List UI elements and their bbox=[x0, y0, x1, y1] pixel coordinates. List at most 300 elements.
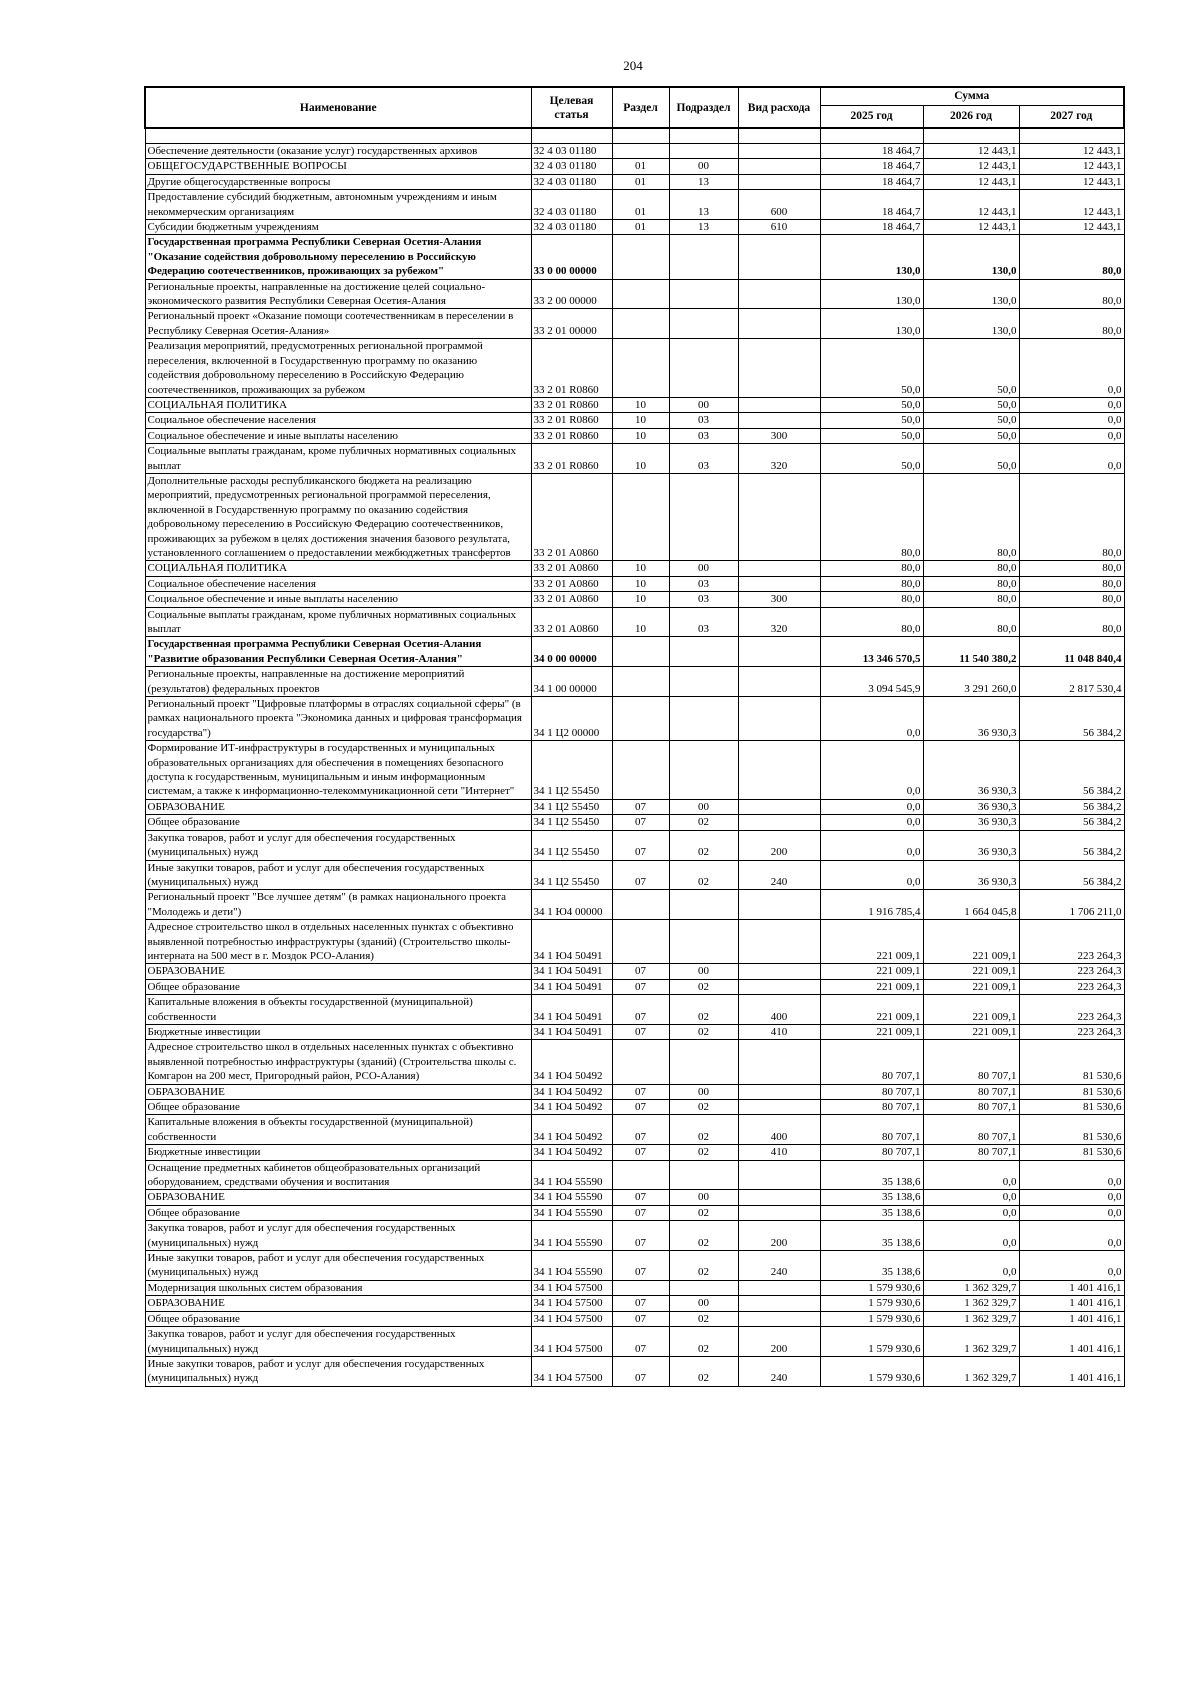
row-sum-2026: 1 362 329,7 bbox=[923, 1327, 1019, 1357]
row-subsection: 13 bbox=[669, 220, 738, 235]
row-sum-2027: 12 443,1 bbox=[1019, 159, 1124, 174]
row-section: 07 bbox=[612, 1084, 669, 1099]
header-subsection: Подраздел bbox=[669, 87, 738, 128]
row-subsection: 00 bbox=[669, 1296, 738, 1311]
table-row bbox=[145, 309, 1124, 339]
row-expense-type bbox=[738, 979, 820, 994]
row-sum-2026: 1 362 329,7 bbox=[923, 1296, 1019, 1311]
row-name: Формирование ИТ-инфраструктуры в государственных и муниципальных образовательных организациях для обеспечения в помещениях безопасного доступа к государственным, муниципальным и иным информационным системам, а также к информационно-телекоммуникационной сети "Интернет" bbox=[145, 741, 531, 800]
table-row bbox=[145, 979, 1124, 994]
row-subsection bbox=[669, 1040, 738, 1084]
row-sum-2027: 223 264,3 bbox=[1019, 964, 1124, 979]
row-sum-2027: 81 530,6 bbox=[1019, 1040, 1124, 1084]
row-subsection: 03 bbox=[669, 592, 738, 607]
row-sum-2027: 81 530,6 bbox=[1019, 1145, 1124, 1160]
row-expense-type bbox=[738, 1280, 820, 1295]
row-section: 10 bbox=[612, 397, 669, 412]
row-sum-2027: 0,0 bbox=[1019, 1221, 1124, 1251]
row-target-article: 34 1 Ю4 55590 bbox=[531, 1160, 612, 1190]
header-target-article: Целевая статья bbox=[531, 87, 612, 128]
row-target-article: 34 1 Ю4 55590 bbox=[531, 1205, 612, 1220]
row-subsection: 02 bbox=[669, 1115, 738, 1145]
table-row bbox=[145, 174, 1124, 189]
row-section: 07 bbox=[612, 1221, 669, 1251]
table-row bbox=[145, 576, 1124, 591]
row-sum-2027: 1 401 416,1 bbox=[1019, 1296, 1124, 1311]
row-section: 10 bbox=[612, 576, 669, 591]
row-target-article: 33 2 01 R0860 bbox=[531, 397, 612, 412]
row-subsection: 02 bbox=[669, 979, 738, 994]
row-sum-2026: 36 930,3 bbox=[923, 830, 1019, 860]
row-expense-type bbox=[738, 473, 820, 560]
table-row bbox=[145, 1084, 1124, 1099]
row-sum-2025: 1 579 930,6 bbox=[820, 1280, 923, 1295]
row-sum-2025: 18 464,7 bbox=[820, 159, 923, 174]
row-section: 01 bbox=[612, 190, 669, 220]
row-subsection bbox=[669, 741, 738, 800]
header-year-2026: 2026 год bbox=[923, 105, 1019, 128]
row-sum-2025: 130,0 bbox=[820, 279, 923, 309]
row-name: Общее образование bbox=[145, 815, 531, 830]
row-sum-2027: 80,0 bbox=[1019, 576, 1124, 591]
row-expense-type: 610 bbox=[738, 220, 820, 235]
row-section: 07 bbox=[612, 860, 669, 890]
row-sum-2027 bbox=[1019, 128, 1124, 144]
row-expense-type: 200 bbox=[738, 830, 820, 860]
row-name: Государственная программа Республики Северная Осетия-Алания "Развитие образования Республики Северная Осетия-Алания" bbox=[145, 637, 531, 667]
row-section bbox=[612, 235, 669, 279]
table-row bbox=[145, 815, 1124, 830]
row-sum-2027: 0,0 bbox=[1019, 1160, 1124, 1190]
row-section: 07 bbox=[612, 1296, 669, 1311]
row-subsection bbox=[669, 279, 738, 309]
row-sum-2026: 36 930,3 bbox=[923, 860, 1019, 890]
table-row bbox=[145, 561, 1124, 576]
row-subsection: 02 bbox=[669, 1221, 738, 1251]
row-section bbox=[612, 1040, 669, 1084]
row-section bbox=[612, 920, 669, 964]
row-sum-2027: 12 443,1 bbox=[1019, 144, 1124, 159]
row-name: Региональные проекты, направленные на достижение мероприятий (результатов) федеральных проектов bbox=[145, 667, 531, 697]
row-subsection bbox=[669, 339, 738, 398]
row-subsection: 00 bbox=[669, 561, 738, 576]
row-sum-2026: 130,0 bbox=[923, 279, 1019, 309]
budget-table bbox=[144, 86, 1125, 1387]
row-sum-2025: 50,0 bbox=[820, 428, 923, 443]
row-name: Субсидии бюджетным учреждениям bbox=[145, 220, 531, 235]
table-row bbox=[145, 190, 1124, 220]
row-sum-2026: 1 362 329,7 bbox=[923, 1280, 1019, 1295]
row-sum-2027: 56 384,2 bbox=[1019, 815, 1124, 830]
row-sum-2026: 12 443,1 bbox=[923, 220, 1019, 235]
row-sum-2025: 221 009,1 bbox=[820, 995, 923, 1025]
row-subsection bbox=[669, 697, 738, 741]
row-sum-2026 bbox=[923, 128, 1019, 144]
row-target-article: 32 4 03 01180 bbox=[531, 159, 612, 174]
row-expense-type: 200 bbox=[738, 1221, 820, 1251]
row-target-article: 34 1 Ю4 50492 bbox=[531, 1115, 612, 1145]
row-subsection: 03 bbox=[669, 576, 738, 591]
row-section: 10 bbox=[612, 607, 669, 637]
row-sum-2027: 81 530,6 bbox=[1019, 1084, 1124, 1099]
table-row bbox=[145, 667, 1124, 697]
row-sum-2025 bbox=[820, 128, 923, 144]
row-subsection bbox=[669, 309, 738, 339]
table-row bbox=[145, 1024, 1124, 1039]
row-expense-type bbox=[738, 667, 820, 697]
row-sum-2025: 50,0 bbox=[820, 397, 923, 412]
row-target-article: 32 4 03 01180 bbox=[531, 220, 612, 235]
row-subsection: 00 bbox=[669, 397, 738, 412]
row-sum-2025: 130,0 bbox=[820, 235, 923, 279]
row-sum-2025: 13 346 570,5 bbox=[820, 637, 923, 667]
row-name: Социальные выплаты гражданам, кроме публичных нормативных социальных выплат bbox=[145, 607, 531, 637]
row-section: 07 bbox=[612, 979, 669, 994]
row-sum-2027: 56 384,2 bbox=[1019, 830, 1124, 860]
table-row bbox=[145, 1221, 1124, 1251]
row-sum-2027: 2 817 530,4 bbox=[1019, 667, 1124, 697]
row-sum-2026: 1 362 329,7 bbox=[923, 1356, 1019, 1386]
table-row bbox=[145, 235, 1124, 279]
row-subsection bbox=[669, 637, 738, 667]
row-subsection bbox=[669, 144, 738, 159]
row-expense-type bbox=[738, 279, 820, 309]
row-target-article: 32 4 03 01180 bbox=[531, 174, 612, 189]
row-subsection: 02 bbox=[669, 860, 738, 890]
row-sum-2025: 1 579 930,6 bbox=[820, 1311, 923, 1326]
row-sum-2026: 11 540 380,2 bbox=[923, 637, 1019, 667]
row-sum-2026: 1 664 045,8 bbox=[923, 890, 1019, 920]
row-target-article: 34 1 Ц2 55450 bbox=[531, 860, 612, 890]
row-sum-2026: 12 443,1 bbox=[923, 144, 1019, 159]
row-sum-2025: 0,0 bbox=[820, 860, 923, 890]
table-row bbox=[145, 473, 1124, 560]
row-sum-2026: 50,0 bbox=[923, 428, 1019, 443]
table-row bbox=[145, 697, 1124, 741]
row-name bbox=[145, 128, 531, 144]
row-name: Социальное обеспечение населения bbox=[145, 413, 531, 428]
row-target-article: 33 2 01 A0860 bbox=[531, 576, 612, 591]
row-name: Капитальные вложения в объекты государственной (муниципальной) собственности bbox=[145, 1115, 531, 1145]
row-target-article: 33 2 01 A0860 bbox=[531, 607, 612, 637]
row-sum-2026: 80,0 bbox=[923, 607, 1019, 637]
row-sum-2025: 1 916 785,4 bbox=[820, 890, 923, 920]
row-expense-type: 320 bbox=[738, 444, 820, 474]
row-sum-2026: 80,0 bbox=[923, 592, 1019, 607]
row-sum-2026: 0,0 bbox=[923, 1190, 1019, 1205]
row-sum-2027: 223 264,3 bbox=[1019, 979, 1124, 994]
table-row bbox=[145, 799, 1124, 814]
row-name: Адресное строительство школ в отдельных населенных пунктах с объективно выявленной потребностью инфраструктуры (зданий) (Строительства школы с. Комгарон на 200 мест, Пригородный район, РСО-Алания) bbox=[145, 1040, 531, 1084]
row-section: 07 bbox=[612, 799, 669, 814]
row-sum-2025: 80,0 bbox=[820, 473, 923, 560]
row-sum-2027: 0,0 bbox=[1019, 413, 1124, 428]
table-row bbox=[145, 860, 1124, 890]
row-name: Региональный проект "Цифровые платформы в отраслях социальной сферы" (в рамках национального проекта "Экономика данных и цифровая трансформация государства") bbox=[145, 697, 531, 741]
row-target-article: 34 1 Ю4 55590 bbox=[531, 1251, 612, 1281]
row-name: СОЦИАЛЬНАЯ ПОЛИТИКА bbox=[145, 561, 531, 576]
row-sum-2025: 18 464,7 bbox=[820, 190, 923, 220]
row-target-article: 34 1 Ц2 55450 bbox=[531, 741, 612, 800]
row-section bbox=[612, 890, 669, 920]
row-expense-type bbox=[738, 890, 820, 920]
row-sum-2025: 221 009,1 bbox=[820, 1024, 923, 1039]
row-target-article: 33 2 01 A0860 bbox=[531, 592, 612, 607]
row-subsection: 02 bbox=[669, 1327, 738, 1357]
row-sum-2027: 0,0 bbox=[1019, 339, 1124, 398]
row-sum-2025: 80,0 bbox=[820, 592, 923, 607]
row-expense-type bbox=[738, 1084, 820, 1099]
row-sum-2025: 35 138,6 bbox=[820, 1221, 923, 1251]
row-sum-2027: 0,0 bbox=[1019, 1190, 1124, 1205]
row-expense-type bbox=[738, 697, 820, 741]
row-name: Реализация мероприятий, предусмотренных региональной программой переселения, включенной в Государственную программу по оказанию содействия добровольному переселению в Российскую Федерацию соотечественников, проживающих за рубежом bbox=[145, 339, 531, 398]
table-row bbox=[145, 1145, 1124, 1160]
row-name: Общее образование bbox=[145, 1205, 531, 1220]
row-sum-2026: 50,0 bbox=[923, 397, 1019, 412]
row-sum-2025: 0,0 bbox=[820, 697, 923, 741]
row-section: 07 bbox=[612, 1356, 669, 1386]
row-sum-2025: 50,0 bbox=[820, 444, 923, 474]
row-name: Региональные проекты, направленные на достижение целей социально-экономического развития Республики Северная Осетия-Алания bbox=[145, 279, 531, 309]
row-expense-type: 300 bbox=[738, 592, 820, 607]
row-expense-type bbox=[738, 339, 820, 398]
row-section bbox=[612, 144, 669, 159]
row-name: Государственная программа Республики Северная Осетия-Алания "Оказание содействия добровольному переселению в Российскую Федерацию соотечественников, проживающих за рубежом" bbox=[145, 235, 531, 279]
row-target-article: 34 1 Ю4 50491 bbox=[531, 979, 612, 994]
row-target-article: 34 1 Ю4 50491 bbox=[531, 920, 612, 964]
row-sum-2027: 11 048 840,4 bbox=[1019, 637, 1124, 667]
row-subsection: 02 bbox=[669, 830, 738, 860]
row-name: Модернизация школьных систем образования bbox=[145, 1280, 531, 1295]
row-subsection bbox=[669, 473, 738, 560]
row-sum-2027: 80,0 bbox=[1019, 561, 1124, 576]
row-subsection bbox=[669, 1160, 738, 1190]
row-target-article: 33 2 01 R0860 bbox=[531, 413, 612, 428]
row-target-article: 34 1 Ю4 50492 bbox=[531, 1040, 612, 1084]
row-sum-2026: 80 707,1 bbox=[923, 1115, 1019, 1145]
header-section: Раздел bbox=[612, 87, 669, 128]
row-sum-2027: 56 384,2 bbox=[1019, 697, 1124, 741]
row-section: 07 bbox=[612, 1145, 669, 1160]
row-sum-2025: 80 707,1 bbox=[820, 1084, 923, 1099]
table-row bbox=[145, 890, 1124, 920]
row-sum-2026: 130,0 bbox=[923, 309, 1019, 339]
row-sum-2026: 80 707,1 bbox=[923, 1100, 1019, 1115]
row-sum-2027: 223 264,3 bbox=[1019, 995, 1124, 1025]
row-name: Иные закупки товаров, работ и услуг для обеспечения государственных (муниципальных) нужд bbox=[145, 860, 531, 890]
row-expense-type bbox=[738, 1311, 820, 1326]
row-name: Оснащение предметных кабинетов общеобразовательных организаций оборудованием, средствами обучения и воспитания bbox=[145, 1160, 531, 1190]
table-row bbox=[145, 637, 1124, 667]
row-sum-2027: 81 530,6 bbox=[1019, 1115, 1124, 1145]
row-subsection bbox=[669, 667, 738, 697]
row-expense-type bbox=[738, 174, 820, 189]
row-sum-2027: 80,0 bbox=[1019, 279, 1124, 309]
row-sum-2025: 35 138,6 bbox=[820, 1190, 923, 1205]
row-sum-2027: 223 264,3 bbox=[1019, 1024, 1124, 1039]
row-name: Бюджетные инвестиции bbox=[145, 1024, 531, 1039]
row-target-article: 34 1 Ю4 50491 bbox=[531, 964, 612, 979]
row-name: ОБРАЗОВАНИЕ bbox=[145, 1084, 531, 1099]
row-sum-2025: 0,0 bbox=[820, 799, 923, 814]
row-name: Общее образование bbox=[145, 1100, 531, 1115]
row-sum-2025: 50,0 bbox=[820, 339, 923, 398]
row-expense-type bbox=[738, 576, 820, 591]
row-sum-2026: 0,0 bbox=[923, 1205, 1019, 1220]
row-subsection: 00 bbox=[669, 799, 738, 814]
row-sum-2027: 0,0 bbox=[1019, 397, 1124, 412]
table-row bbox=[145, 1327, 1124, 1357]
table-row bbox=[145, 413, 1124, 428]
row-sum-2025: 80,0 bbox=[820, 607, 923, 637]
table-row bbox=[145, 1115, 1124, 1145]
row-section: 07 bbox=[612, 815, 669, 830]
row-sum-2026: 80,0 bbox=[923, 561, 1019, 576]
row-section: 07 bbox=[612, 1327, 669, 1357]
row-target-article: 34 1 Ц2 55450 bbox=[531, 830, 612, 860]
row-sum-2027: 1 401 416,1 bbox=[1019, 1356, 1124, 1386]
row-expense-type: 410 bbox=[738, 1024, 820, 1039]
table-row bbox=[145, 1356, 1124, 1386]
row-subsection: 00 bbox=[669, 1190, 738, 1205]
row-sum-2026: 3 291 260,0 bbox=[923, 667, 1019, 697]
row-sum-2027: 80,0 bbox=[1019, 235, 1124, 279]
row-sum-2026: 221 009,1 bbox=[923, 1024, 1019, 1039]
row-section: 07 bbox=[612, 1115, 669, 1145]
row-subsection bbox=[669, 920, 738, 964]
row-expense-type: 200 bbox=[738, 1327, 820, 1357]
row-name: Другие общегосударственные вопросы bbox=[145, 174, 531, 189]
row-sum-2027: 12 443,1 bbox=[1019, 174, 1124, 189]
row-target-article: 34 0 00 00000 bbox=[531, 637, 612, 667]
table-row bbox=[145, 1160, 1124, 1190]
row-section: 01 bbox=[612, 174, 669, 189]
row-target-article: 34 1 Ю4 00000 bbox=[531, 890, 612, 920]
row-section: 07 bbox=[612, 1190, 669, 1205]
row-subsection: 02 bbox=[669, 1024, 738, 1039]
row-target-article: 34 1 Ю4 50491 bbox=[531, 1024, 612, 1039]
table-row bbox=[145, 428, 1124, 443]
row-sum-2025: 50,0 bbox=[820, 413, 923, 428]
row-section bbox=[612, 339, 669, 398]
row-sum-2026: 12 443,1 bbox=[923, 174, 1019, 189]
row-section bbox=[612, 667, 669, 697]
row-subsection: 02 bbox=[669, 1145, 738, 1160]
row-sum-2026: 36 930,3 bbox=[923, 741, 1019, 800]
row-sum-2026: 12 443,1 bbox=[923, 159, 1019, 174]
row-expense-type bbox=[738, 561, 820, 576]
row-sum-2026: 36 930,3 bbox=[923, 799, 1019, 814]
row-section bbox=[612, 637, 669, 667]
row-expense-type bbox=[738, 799, 820, 814]
row-section: 07 bbox=[612, 1311, 669, 1326]
row-target-article: 34 1 Ю4 57500 bbox=[531, 1327, 612, 1357]
table-row bbox=[145, 741, 1124, 800]
row-expense-type: 240 bbox=[738, 860, 820, 890]
row-expense-type bbox=[738, 397, 820, 412]
row-section: 07 bbox=[612, 830, 669, 860]
row-name: ОБРАЗОВАНИЕ bbox=[145, 1296, 531, 1311]
row-name: ОБРАЗОВАНИЕ bbox=[145, 964, 531, 979]
row-expense-type bbox=[738, 815, 820, 830]
row-subsection: 03 bbox=[669, 428, 738, 443]
header-sum: Сумма bbox=[820, 87, 1124, 105]
row-sum-2027: 1 401 416,1 bbox=[1019, 1311, 1124, 1326]
table-row bbox=[145, 995, 1124, 1025]
row-target-article: 33 2 01 A0860 bbox=[531, 561, 612, 576]
row-target-article: 34 1 Ю4 57500 bbox=[531, 1311, 612, 1326]
row-sum-2027: 80,0 bbox=[1019, 592, 1124, 607]
row-section: 10 bbox=[612, 444, 669, 474]
row-name: Предоставление субсидий бюджетным, автономным учреждениям и иным некоммерческим организациям bbox=[145, 190, 531, 220]
row-subsection: 00 bbox=[669, 1084, 738, 1099]
table-row bbox=[145, 397, 1124, 412]
row-expense-type: 240 bbox=[738, 1251, 820, 1281]
row-name: ОБРАЗОВАНИЕ bbox=[145, 1190, 531, 1205]
row-sum-2027: 12 443,1 bbox=[1019, 220, 1124, 235]
table-header bbox=[145, 87, 1124, 128]
header-name: Наименование bbox=[145, 87, 531, 128]
row-expense-type bbox=[738, 1205, 820, 1220]
table-row bbox=[145, 964, 1124, 979]
row-sum-2027: 1 401 416,1 bbox=[1019, 1280, 1124, 1295]
table-row bbox=[145, 607, 1124, 637]
row-subsection bbox=[669, 128, 738, 144]
row-name: Региональный проект «Оказание помощи соотечественникам в переселении в Республику Северная Осетия-Алания» bbox=[145, 309, 531, 339]
row-subsection: 13 bbox=[669, 174, 738, 189]
row-section bbox=[612, 128, 669, 144]
row-expense-type bbox=[738, 1100, 820, 1115]
row-target-article: 33 2 01 R0860 bbox=[531, 339, 612, 398]
table-row bbox=[145, 1311, 1124, 1326]
row-expense-type bbox=[738, 1040, 820, 1084]
row-name: Бюджетные инвестиции bbox=[145, 1145, 531, 1160]
row-expense-type bbox=[738, 144, 820, 159]
row-sum-2025: 3 094 545,9 bbox=[820, 667, 923, 697]
row-sum-2026: 80,0 bbox=[923, 576, 1019, 591]
row-subsection bbox=[669, 890, 738, 920]
row-subsection: 02 bbox=[669, 1251, 738, 1281]
row-subsection: 13 bbox=[669, 190, 738, 220]
row-expense-type bbox=[738, 920, 820, 964]
row-sum-2027: 1 706 211,0 bbox=[1019, 890, 1124, 920]
row-name: ОБЩЕГОСУДАРСТВЕННЫЕ ВОПРОСЫ bbox=[145, 159, 531, 174]
row-sum-2025: 80 707,1 bbox=[820, 1100, 923, 1115]
row-target-article: 32 4 03 01180 bbox=[531, 144, 612, 159]
row-sum-2027: 56 384,2 bbox=[1019, 741, 1124, 800]
row-name: ОБРАЗОВАНИЕ bbox=[145, 799, 531, 814]
row-subsection: 03 bbox=[669, 444, 738, 474]
row-sum-2027: 56 384,2 bbox=[1019, 799, 1124, 814]
table-row bbox=[145, 1251, 1124, 1281]
table-row bbox=[145, 220, 1124, 235]
row-sum-2026: 1 362 329,7 bbox=[923, 1311, 1019, 1326]
row-name: Общее образование bbox=[145, 979, 531, 994]
row-sum-2025: 1 579 930,6 bbox=[820, 1296, 923, 1311]
row-target-article: 34 1 Ц2 55450 bbox=[531, 799, 612, 814]
header-year-2027: 2027 год bbox=[1019, 105, 1124, 128]
row-target-article: 33 2 01 R0860 bbox=[531, 444, 612, 474]
row-section bbox=[612, 309, 669, 339]
row-name: Капитальные вложения в объекты государственной (муниципальной) собственности bbox=[145, 995, 531, 1025]
row-sum-2026: 50,0 bbox=[923, 413, 1019, 428]
row-expense-type bbox=[738, 235, 820, 279]
row-sum-2027: 0,0 bbox=[1019, 428, 1124, 443]
row-sum-2026: 221 009,1 bbox=[923, 979, 1019, 994]
row-sum-2027: 80,0 bbox=[1019, 473, 1124, 560]
row-sum-2025: 1 579 930,6 bbox=[820, 1327, 923, 1357]
